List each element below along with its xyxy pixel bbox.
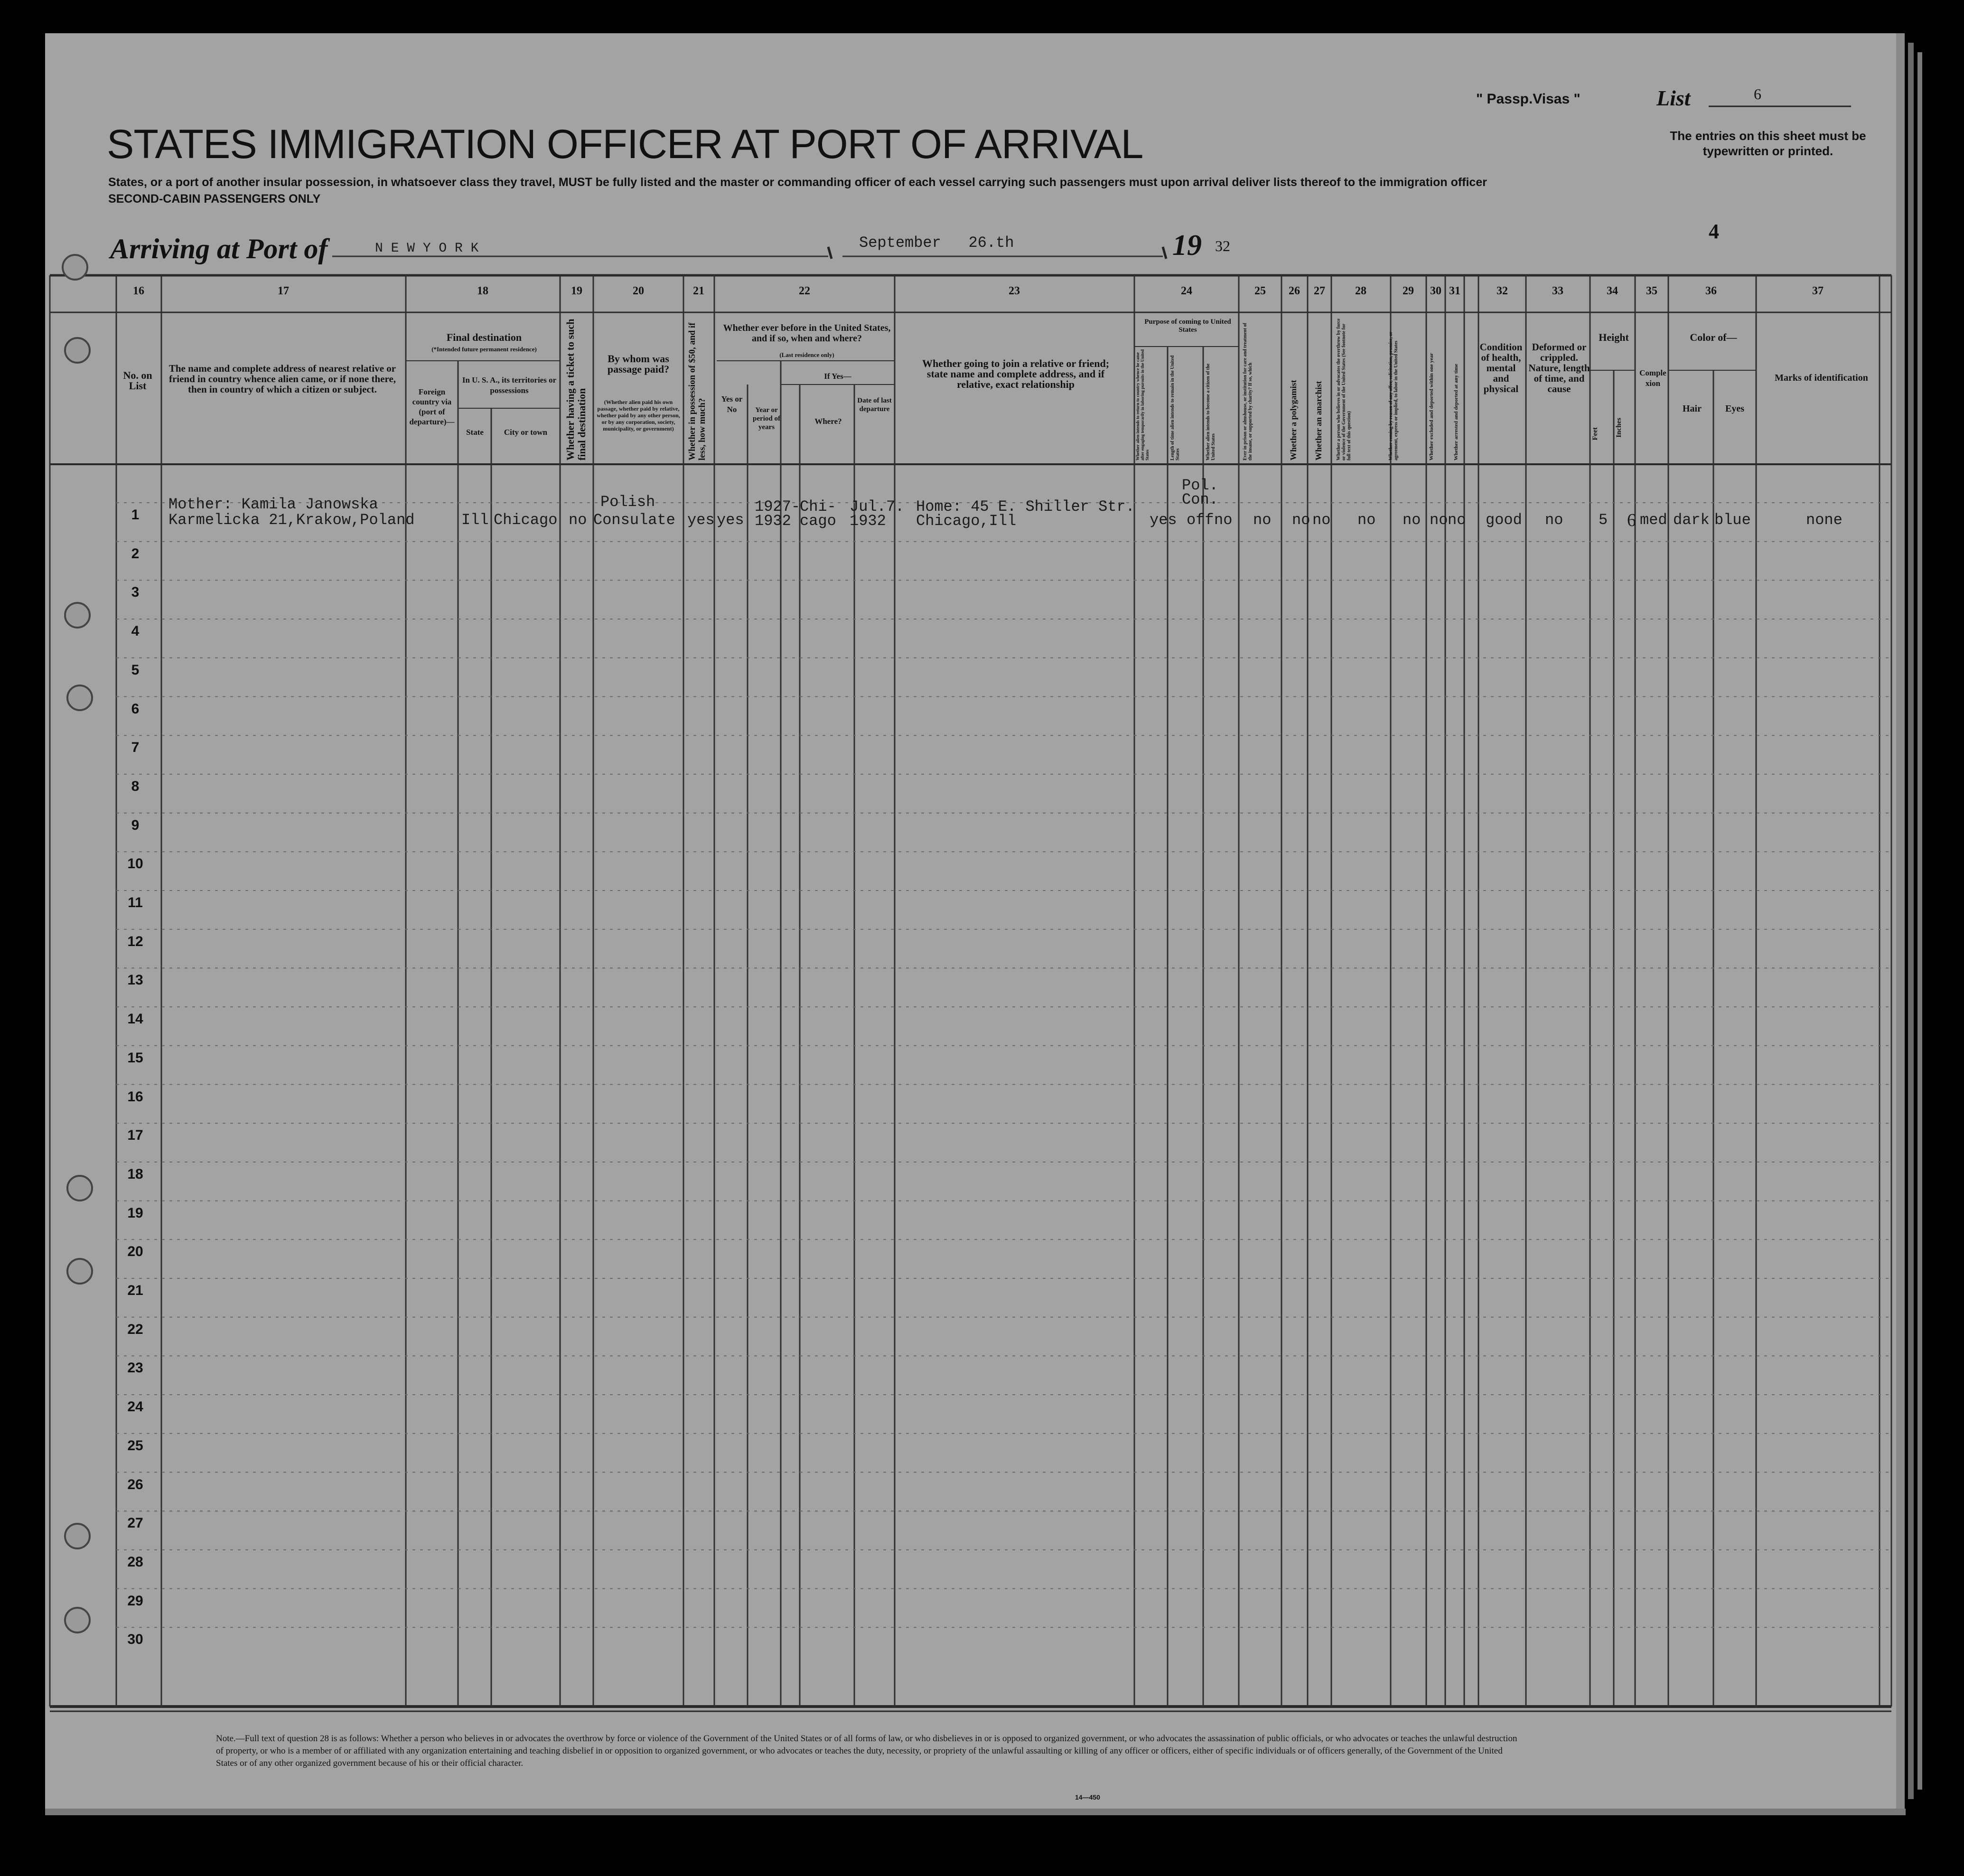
header-purpose-citizen: Whether alien intends to become a citizen of the United States	[1206, 363, 1216, 460]
row-number: 2	[131, 545, 140, 562]
row-number: 9	[131, 817, 140, 833]
list-number: 6	[1754, 85, 1761, 103]
header-feet: Feet	[1591, 427, 1599, 441]
top-right-label: " Passp.Visas "	[1476, 91, 1581, 107]
join-line-1: Home: 45 E. Shiller Str.	[916, 498, 1135, 516]
binder-hole	[66, 685, 93, 711]
column-number: 32	[1496, 285, 1508, 297]
deformed-value: no	[1545, 511, 1563, 529]
city-value: Chicago	[494, 511, 558, 529]
where-line-1: Chi-	[800, 498, 836, 516]
purpose-length-line-3: off	[1187, 511, 1214, 529]
year-suffix: 32	[1215, 237, 1230, 254]
where-line-2: cago	[800, 512, 836, 530]
row-number: 30	[127, 1632, 143, 1648]
row-number: 29	[127, 1593, 143, 1609]
relative-line-1: Mother: Kamila Janowska	[168, 496, 378, 513]
column-number: 22	[799, 285, 810, 297]
row-number: 20	[127, 1244, 143, 1260]
before-value: yes	[717, 511, 744, 529]
anarchist-value: no	[1312, 511, 1331, 529]
binder-hole	[64, 1523, 91, 1549]
header-hair: Hair	[1683, 403, 1702, 414]
header-excluded: Whether excluded and deported within one year	[1429, 353, 1434, 460]
header-passage-paid: By whom was passage paid?	[607, 353, 670, 375]
marks-value: none	[1806, 511, 1842, 529]
purpose-citizen-value: no	[1214, 511, 1233, 529]
header-foreign-country: Foreign country via (port of departure)—	[409, 387, 455, 426]
column-number: 36	[1705, 285, 1717, 297]
binder-hole	[62, 254, 88, 281]
money-value: yes	[687, 511, 715, 529]
row-number: 1	[131, 507, 140, 523]
arriving-label: Arriving at Port of	[110, 233, 328, 264]
polygamist-value: no	[1292, 511, 1310, 529]
join-line-2: Chicago,Ill	[916, 512, 1017, 530]
column-number: 21	[693, 285, 704, 297]
binder-hole	[64, 602, 91, 628]
row-number: 17	[127, 1127, 143, 1144]
purpose-length-line-1: Pol.	[1182, 477, 1218, 494]
row-number: 6	[131, 701, 140, 717]
header-ticket: Whether having a ticket to such final destination	[564, 319, 588, 460]
row-number: 4	[131, 623, 140, 639]
deported-value: no	[1448, 511, 1466, 529]
row-number: 11	[128, 895, 143, 910]
header-purpose-return: Whether alien intends to return to country whence he came after engaging temporarily in laboring pursuits in the United States	[1135, 349, 1150, 460]
ticket-value: no	[569, 511, 587, 529]
page-title: STATES IMMIGRATION OFFICER AT PORT OF ARRIVAL	[107, 122, 1143, 167]
column-number: 29	[1403, 285, 1414, 297]
header-state: State	[466, 428, 484, 437]
header-polygamist: Whether a polygamist	[1289, 380, 1298, 460]
header-eyes: Eyes	[1725, 403, 1744, 414]
hair-value: dark	[1673, 511, 1710, 529]
row-number: 24	[127, 1399, 143, 1415]
row-number: 13	[127, 972, 143, 988]
header-marks: Marks of identification	[1775, 373, 1868, 383]
row-number: 7	[131, 740, 140, 756]
header-deformed: Deformed or crippled. Nature, length of time, and cause	[1528, 341, 1590, 394]
column-number: 23	[1009, 285, 1020, 297]
column-number: 24	[1181, 285, 1192, 297]
row-number: 14	[127, 1011, 143, 1027]
header-final-destination: Final destination	[446, 331, 522, 343]
header-final-destination-sub: (*Intended future permanent residence)	[431, 346, 537, 353]
year-prefix: 19	[1172, 229, 1202, 262]
header-color-of: Color of—	[1690, 331, 1737, 343]
instruction-note: The entries on this sheet must be typewritten or printed.	[1670, 129, 1866, 158]
column-number: 16	[133, 285, 144, 297]
header-where: Where?	[814, 417, 842, 426]
header-labor-offer: Whether coming by reason of any offer, solicitation, promise, or agreement, express or implied, to labor in the United States	[1388, 331, 1399, 460]
years-line-2: 1932	[755, 512, 791, 530]
column-number: 37	[1812, 285, 1824, 297]
header-date-departure: Date of last departure	[857, 397, 892, 413]
row-number: 23	[127, 1360, 143, 1376]
header-ever-before-sub: (Last residence only)	[779, 351, 834, 358]
row-number: 28	[127, 1554, 143, 1570]
row-number: 19	[127, 1205, 143, 1221]
header-ever-before: Whether ever before in the United States, and if so, when and where?	[723, 323, 891, 344]
list-label: List	[1656, 86, 1691, 110]
row-number: 27	[127, 1515, 143, 1531]
row-number: 18	[127, 1166, 143, 1182]
header-yes-or-no: Yes or No	[721, 394, 743, 414]
header-year-period: Year or period of years	[753, 406, 780, 431]
paid-line-2: Consulate	[593, 511, 675, 529]
column-number: 17	[278, 285, 289, 297]
column-number: 19	[571, 285, 582, 297]
header-overthrow: Whether a person who believes in or advocates the overthrow by force or violence of the Government of the United States (See footnote for full text of this question)	[1336, 319, 1352, 460]
header-in-usa: In U. S. A., its territories or possessions	[462, 375, 557, 395]
binder-hole	[64, 1607, 91, 1633]
row-number: 25	[127, 1437, 143, 1454]
labor-offer-value: no	[1403, 511, 1421, 529]
binder-hole	[64, 337, 91, 364]
column-number: 20	[633, 285, 644, 297]
class-line: SECOND-CABIN PASSENGERS ONLY	[108, 192, 321, 206]
footnote: Note.—Full text of question 28 is as follows: Whether a person who believes in or advocates the overthrow by force or violence of the Government of the United States or of all forms of law, or who disbelieves in or is opposed to organized government, or who advocates the assassination of public officials, or who advocates or teaches the unlawful destruction of property, or who is a member of or affiliated with any organization entertaining and teaching disbelief in or opposition to organized government, or who advocates or teaches the duty, necessity, or propriety of the unlawful assaulting or killing of any officer or officers, either of specific individuals or of officers generally, of the Government of the United States or of any other organized government because of his or their official character.	[216, 1734, 1517, 1768]
column-number: 35	[1646, 285, 1657, 297]
row-number: 3	[131, 584, 140, 600]
column-number: 26	[1289, 285, 1300, 297]
departure-line-2: 1932	[850, 512, 886, 530]
page-subtitle: States, or a port of another insular possession, in whatsoever class they travel, MUST be fully listed and the master or commanding officer of each vessel carrying such passengers must upon arrival deliver lists thereof to the immigration officer	[108, 176, 1487, 189]
relative-line-2: Karmelicka 21,Krakow,Poland	[168, 511, 415, 529]
form-number: 14—450	[1075, 1793, 1100, 1801]
header-deported: Whether arrested and deported at any time	[1453, 364, 1459, 460]
row-number: 15	[127, 1050, 143, 1066]
binder-hole	[66, 1175, 93, 1201]
row-number: 16	[127, 1088, 143, 1105]
header-going-to-join: Whether going to join a relative or friend; state name and complete address, and if relative, exact relationship	[922, 357, 1110, 390]
row-number: 22	[127, 1321, 143, 1337]
header-complexion: Complexion	[1639, 368, 1666, 388]
column-number: 34	[1607, 285, 1618, 297]
feet-value: 5	[1599, 511, 1608, 529]
header-list-number: No. on List	[123, 369, 152, 392]
row-number: 12	[127, 933, 143, 949]
row-number: 5	[131, 662, 140, 678]
header-passage-paid-sub: (Whether alien paid his own passage, whether paid by relative, whether paid by any other person, or by any corporation, society, municipality, or government)	[597, 399, 680, 432]
port-value: N E W Y O R K	[375, 241, 479, 256]
years-line-1: 1927-	[755, 498, 801, 516]
departure-line-1: Jul.7.	[850, 498, 905, 516]
header-nearest-relative: The name and complete address of nearest relative or friend in country whence alien came, or if none there, then in country of which a citizen or subject.	[168, 363, 396, 395]
binder-hole	[66, 1258, 93, 1285]
row-number: 10	[127, 856, 143, 872]
eyes-value: blue	[1714, 511, 1751, 529]
state-value: Ill	[461, 511, 489, 529]
overthrow-value: no	[1357, 511, 1376, 529]
health-value: good	[1486, 511, 1522, 529]
column-number: 27	[1314, 285, 1325, 297]
header-height: Height	[1599, 331, 1629, 343]
header-inches: Inches	[1615, 418, 1623, 438]
prison-value: no	[1253, 511, 1272, 529]
header-anarchist: Whether an anarchist	[1314, 381, 1323, 460]
header-if-yes: If Yes—	[824, 372, 851, 381]
header-health: Condition of health, mental and physical	[1479, 341, 1523, 394]
header-purpose: Purpose of coming to United States	[1144, 318, 1231, 334]
header-purpose-length: Length of time alien intends to remain in the United States	[1170, 355, 1180, 460]
row-number: 26	[127, 1476, 143, 1492]
date-value: September 26.th	[859, 234, 1014, 252]
header-fifty-dollars: Whether in possession of $50, and if less, how much?	[687, 322, 707, 460]
inches-value: 6	[1627, 510, 1636, 530]
row-number: 8	[131, 778, 140, 794]
paid-line-1: Polish	[600, 493, 655, 511]
column-number: 25	[1254, 285, 1266, 297]
purpose-return-value: yes	[1150, 511, 1177, 529]
excluded-value: no	[1430, 511, 1448, 529]
page-number: 4	[1709, 220, 1719, 243]
column-number: 31	[1449, 285, 1460, 297]
purpose-length-line-2: Con.	[1182, 491, 1218, 508]
header-city: City or town	[504, 428, 548, 437]
column-number: 30	[1430, 285, 1441, 297]
complexion-value: med	[1640, 511, 1667, 529]
row-number: 21	[127, 1283, 143, 1298]
header-prison: Ever in prison or almshouse, or institution for care and treatment of the insane, or supported by charity? If so, which	[1243, 323, 1253, 460]
column-number: 18	[477, 285, 488, 297]
column-number: 33	[1552, 285, 1563, 297]
column-number: 28	[1355, 285, 1366, 297]
